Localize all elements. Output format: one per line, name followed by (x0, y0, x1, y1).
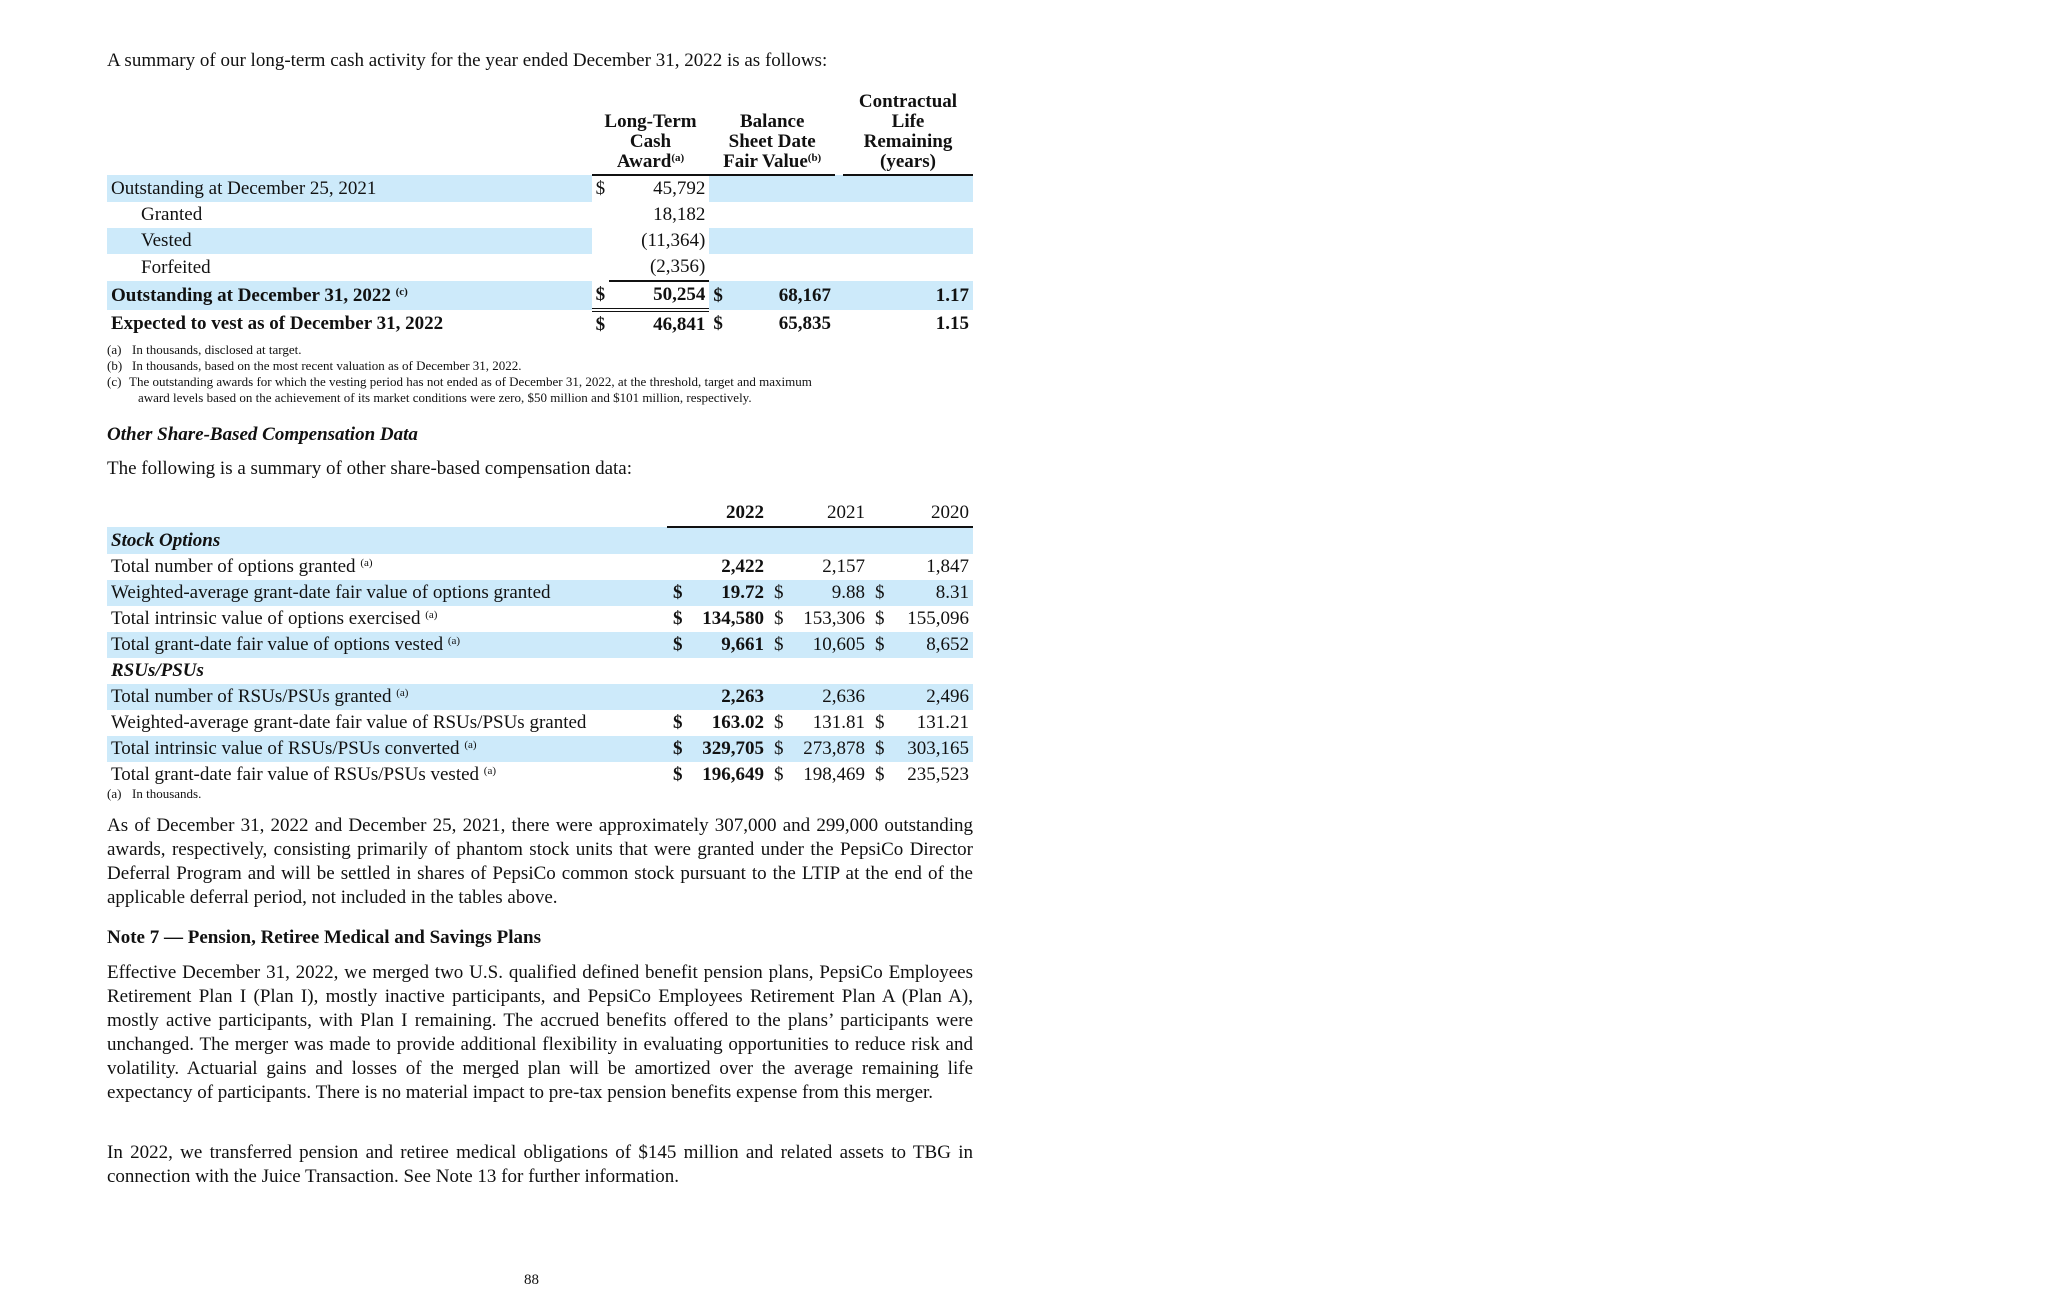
dollar-sign: $ (869, 632, 889, 658)
row-label: Weighted-average grant-date fair value of options granted (107, 580, 667, 606)
header-contractual-life: Contractual Life Remaining (years) (843, 92, 973, 175)
header-balance-sheet-fair-value: Balance Sheet Date Fair Value$^{(b)}$ (709, 92, 835, 175)
value-cell: 9,661 (687, 632, 768, 658)
page-number: 88 (524, 1272, 539, 1288)
value-cell: 2,422 (721, 556, 764, 577)
other-share-based-heading: Other Share-Based Compensation Data (107, 424, 418, 445)
row-label: Total intrinsic value of RSUs/PSUs converted $^{(a)}$ (107, 736, 667, 762)
value-cell: 198,469 (803, 764, 865, 785)
value-cell: 19.72 (687, 580, 768, 606)
table-row: Outstanding at December 25, 2021 $ 45,792 (107, 175, 973, 202)
value-cell: 8,652 (889, 632, 973, 658)
value-cell: 10,605 (788, 632, 869, 658)
header-long-term-cash-award: Long-Term Cash Award$^{(a)}$ (592, 92, 710, 175)
compensation-data-table (107, 500, 973, 788)
value-cell: 134,580 (702, 608, 764, 629)
other-intro-text: The following is a summary of other share-based compensation data: (107, 458, 632, 479)
dollar-sign: $ (774, 764, 784, 785)
dollar-sign: $ (667, 580, 687, 606)
value-cell: 9.88 (788, 580, 869, 606)
table-row: Granted 18,182 (141, 204, 706, 225)
dollar-sign: $ (768, 736, 788, 762)
awards-paragraph: As of December 31, 2022 and December 25, 2021, there were approximately 307,000 and 299,000 outstanding awards, respectively, consisting primarily of phantom stock units that were granted under the PepsiCo Director Deferral Program and will be settled in shares of PepsiCo common stock pursuant to the LTIP at the end of the applicable deferral period, not included in the tables above. (107, 815, 973, 908)
section-row: RSUs/PSUs (111, 660, 204, 681)
note7-heading: Note 7 — Pension, Retiree Medical and Savings Plans (107, 927, 542, 948)
dollar-sign: $ (673, 764, 683, 785)
value-cell: 2,263 (687, 684, 768, 710)
dollar-sign: $ (667, 736, 687, 762)
pension-merger-paragraph: Effective December 31, 2022, we merged two U.S. qualified defined benefit pension plans, PepsiCo Employees Retirement Plan I (Plan I), mostly inactive participants, and PepsiCo Employees Retirement Plan A (Plan A), mostly active participants, with Plan I remaining. The accrued benefits offered to the plans’ participants were unchanged. The merger was made to provide additional flexibility in evaluating opportunities to reduce risk and volatility. Actuarial gains and losses of the merged plan will be amortized over the average remaining life expectancy of participants. There is no material impact to pre-tax pension benefits expense from this merger. (107, 962, 973, 1103)
table-row (107, 606, 973, 632)
table-row (107, 684, 973, 710)
value-cell: 155,096 (907, 608, 969, 629)
dollar-sign (667, 554, 687, 580)
value-cell: 235,523 (907, 764, 969, 785)
dollar-sign (869, 684, 889, 710)
row-label: Total grant-date fair value of options vested $^{(a)}$ (107, 632, 667, 658)
dollar-sign (768, 684, 788, 710)
dollar-sign: $ (667, 632, 687, 658)
row-label: Total grant-date fair value of RSUs/PSUs vested $^{(a)}$ (111, 764, 497, 785)
value-cell: 8.31 (889, 580, 973, 606)
table-row (107, 710, 973, 736)
dollar-sign: $ (768, 580, 788, 606)
dollar-sign: $ (875, 712, 885, 733)
year-2022: 2022 (667, 500, 768, 527)
table-row: Expected to vest as of December 31, 2022 $ 46,841 $ 65,835 1.15 (111, 313, 969, 335)
row-label: Weighted-average grant-date fair value of RSUs/PSUs granted (111, 712, 587, 733)
dollar-sign: $ (869, 580, 889, 606)
dollar-sign: $ (875, 608, 885, 629)
dollar-sign: $ (673, 712, 683, 733)
table-row: Outstanding at December 31, 2022 $^{(c)}$ $ 50,254 $ 68,167 1.17 (107, 281, 973, 310)
value-cell: 2,636 (788, 684, 869, 710)
dollar-sign (768, 554, 788, 580)
intro-text: A summary of our long-term cash activity for the year ended December 31, 2022 is as follows: (107, 50, 828, 71)
value-cell: 273,878 (788, 736, 869, 762)
table-row (107, 632, 973, 658)
value-cell: 2,496 (889, 684, 973, 710)
footnote: (a) In thousands, disclosed at target. (107, 342, 302, 357)
comp-footnote: (a) In thousands. (107, 786, 202, 801)
dollar-sign: $ (875, 764, 885, 785)
value-cell: 1,847 (926, 556, 969, 577)
value-cell: 163.02 (711, 712, 764, 733)
footnote: (c) The outstanding awards for which the vesting period has not ended as of December 31, 2022, at the threshold, target and maximum (107, 374, 812, 389)
value-cell: 131.81 (812, 712, 865, 733)
table-header-row (107, 92, 973, 175)
value-cell: 196,649 (702, 764, 764, 785)
table-row: Forfeited (2,356) (107, 254, 973, 281)
dollar-sign: $ (774, 608, 784, 629)
lt-footnotes: (a) In thousands, disclosed at target. (b) In thousands, based on the most recent valuation as of December 31, 2022. (c) The outstanding awards for which the vesting period has not ended as of December 31, 2022, at the threshold, target and maximum award levels based on the achievement of its market conditions were zero, $50 million and $101 million, respectively. (107, 342, 973, 406)
dollar-sign: $ (869, 736, 889, 762)
row-label: Total number of RSUs/PSUs granted $^{(a)}$ (107, 684, 667, 710)
row-label: Total number of options granted $^{(a)}$ (111, 556, 373, 577)
long-term-cash-table (107, 92, 973, 338)
dollar-sign (869, 554, 889, 580)
value-cell: 131.21 (916, 712, 969, 733)
dollar-sign (667, 684, 687, 710)
dollar-sign: $ (768, 632, 788, 658)
table-row (107, 580, 973, 606)
value-cell: 303,165 (889, 736, 973, 762)
table-row (107, 762, 973, 788)
table-row (107, 736, 973, 762)
value-cell: 153,306 (803, 608, 865, 629)
year-2020: 2020 (869, 500, 973, 527)
value-cell: 2,157 (822, 556, 865, 577)
value-cell: 329,705 (687, 736, 768, 762)
footnote: (b) In thousands, based on the most recent valuation as of December 31, 2022. (107, 358, 522, 373)
year-header-row (107, 500, 973, 527)
section-row: Stock Options (107, 527, 973, 554)
year-2021: 2021 (768, 500, 869, 527)
row-label: Total intrinsic value of options exercised $^{(a)}$ (111, 608, 438, 629)
dollar-sign: $ (774, 712, 784, 733)
table-row (107, 554, 973, 580)
dollar-sign: $ (673, 608, 683, 629)
juice-transaction-paragraph: In 2022, we transferred pension and retiree medical obligations of $145 million and related assets to TBG in connection with the Juice Transaction. See Note 13 for further information. (107, 1142, 973, 1187)
table-row: Vested (11,364) (107, 228, 973, 254)
